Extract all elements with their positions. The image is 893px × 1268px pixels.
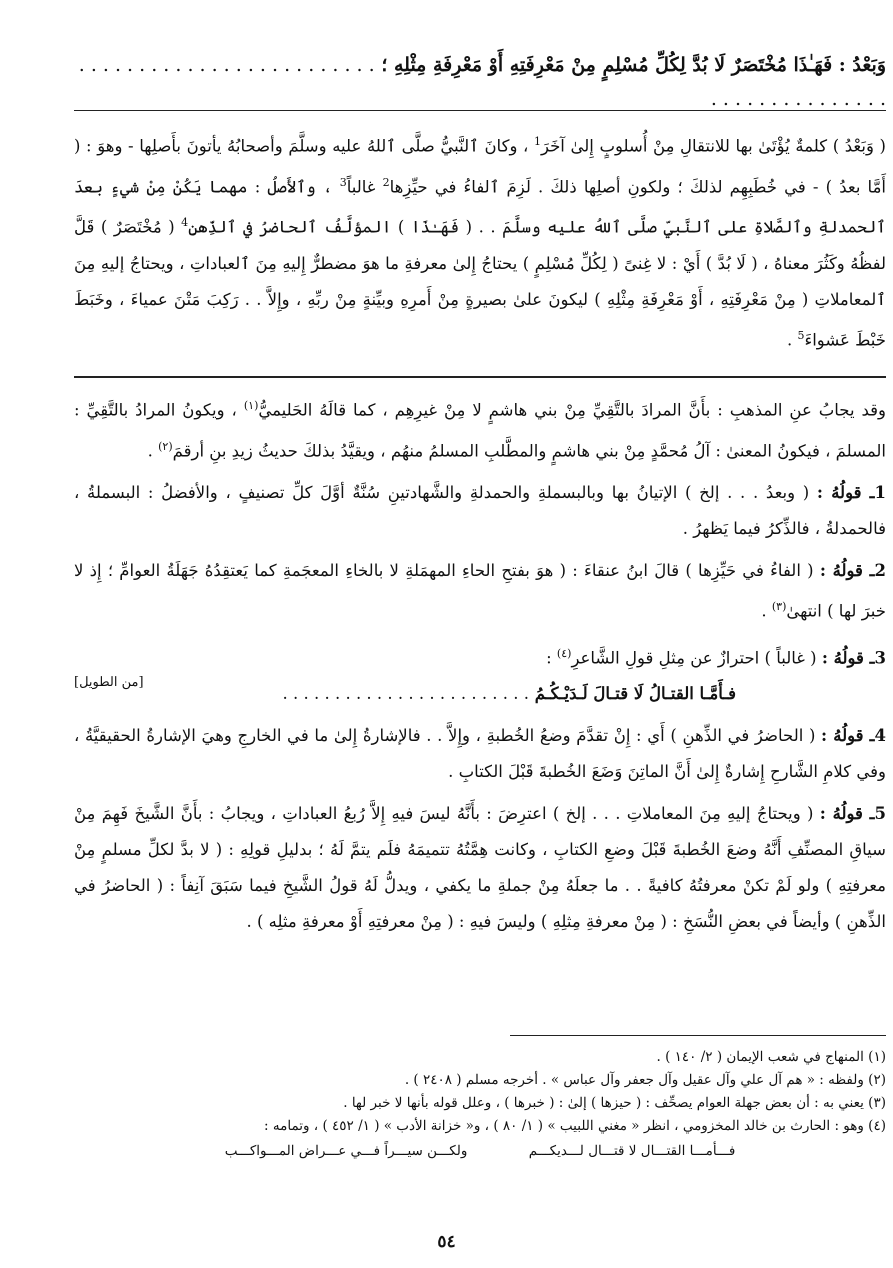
footnote-1: (١) المنهاج في شعب الإيمان ( ٢/ ١٤٠ ) . — [656, 1049, 886, 1065]
footnote-ref: (٣) — [771, 600, 787, 613]
hashiya-notes — [74, 388, 886, 946]
footnote-ref: (١) — [243, 399, 259, 412]
note-number: 4 — [874, 726, 886, 745]
verse-text: فـأَمَّـا القتـالُ لَا قتـالَ لَـدَيْـكُـمُ — [534, 684, 736, 703]
note-number: 5 — [874, 804, 886, 823]
sharh-text: ، وٱلأَصلُ : مهما يَكُنْ مِنْ شيءٍ بعدَ ٱلحمدلةِ وٱلصَّلاةِ على ٱلنَّبيِّ صلَّى ٱللهُ عليه وسلَّمَ . . ( فَهَـٰذَا ) المؤلَّفُ ٱلحاضرُ في ٱلذِّهنِ — [74, 177, 887, 237]
sharh-text: ( وَبَعْدُ ) كلمةٌ يُؤْتَىٰ بها للانتقالِ مِنْ أُسلوبٍ إِلىٰ آخَرَ — [540, 136, 886, 156]
hashiya-note-5 — [74, 796, 886, 940]
sharh-paragraph — [74, 124, 886, 358]
note-number: 2 — [874, 561, 886, 580]
footnote-ref: 3 — [339, 175, 347, 189]
verse-first-half: فـــأمـــا القتـــال لا قتـــال لـــديكـــم — [528, 1143, 736, 1159]
matn-text: وَبَعْدُ : فَهَـٰذَا مُخْتَصَرٌ لَا بُدَّ لِكُلِّ مُسْلِمٍ مِنْ مَعْرِفَتِهِ أَوْ مَعْرِفَةِ مِثْلِهِ ؛ — [381, 54, 886, 76]
hashiya-text: وقد يجابُ عنِ المذهبِ : بأَنَّ المرادَ بالتَّقِيِّ مِنْ بني هاشمٍ لا مِنْ غيرِهِم ، كما قالَهُ الحَليميُّ — [258, 400, 887, 420]
sharh-text: . — [786, 330, 793, 349]
footnotes — [74, 1046, 886, 1163]
divider-middle — [74, 376, 886, 378]
sharh-text: ( مُخْتَصَرٌ ) قَلَّ لفظُهُ وكَثُرَ معناهُ ، ( لَا بُدَّ ) أَيْ : لا غِنىً ( لِكُلِّ مُسْلِمٍ ) يحتاجُ إِلىٰ معرفةِ ما هوَ مضطرٌّ إِليهِ مِنَ ٱلعباداتِ ، ويحتاجُ إليهِ مِنَ ٱلمعاملاتِ ( مِنْ مَعْرِفَتِهِ ، أَوْ مَعْرِفَةِ مِثْلِهِ ) ليكونَ علىٰ بصيرةٍ مِنْ أَمرِهِ وبيِّنةٍ مِنْ ربِّهِ ، وإِلاَّ . . رَكِبَ مَتْنَ عمياءَ ، وخَبَطَ خَبْطَ عَشواءَ — [74, 217, 886, 349]
note-text: ( غالباً ) احترازٌ عن مِثلِ قولِ الشَّاعرِ — [571, 648, 817, 667]
note-number: 3 — [874, 648, 886, 667]
divider-top — [74, 110, 886, 111]
sharh-commentary — [74, 124, 886, 358]
footnote-verse — [74, 1138, 886, 1163]
hashiya-note-3 — [74, 636, 886, 713]
verse-second-half: ولكـــن سيـــراً فـــي عـــراض المـــواكـــب — [224, 1143, 468, 1159]
note-text: ( ويحتاجُ إليهِ مِنَ المعاملاتِ . . . إلخ ) اعترِضَ : بأَنَّهُ ليسَ فيهِ إِلاَّ رُبعُ العباداتِ ، ويجابُ : بأَنَّ الشَّيخَ فَهِمَ مِنْ سياقِ المصنِّفِ أَنَّهُ وضعَ الخُطبةَ قَبْلَ وضعِ الكتابِ ، وكانت هِمَّتُهُ تتميمَهُ فلَم يتمَّ لَهُ ؛ بدليلِ قولِهِ : ( لا بدَّ لكلِّ مسلمٍ مِنْ معرفتِهِ ) ولو لَمْ تكنْ معرفتُهُ كافيةً . . ما جعلَهُ مِنْ جملةِ ما يكفي ، ويدلُّ لَهُ قولُ الشَّيخِ فيما سَبَقَ آنِفاً : ( الحاضرُ في الذِّهنِ ) وأيضاً في بعضِ النُّسَخِ : ( مِنْ معرفةِ مِثلِهِ ) وليسَ فيهِ : ( مِنْ معرفتِهِ أَوْ معرفةِ مثلِه ) . — [74, 804, 886, 931]
page-number: ٥٤ — [437, 1232, 456, 1252]
footnote-ref: 4 — [181, 216, 189, 229]
footnote-ref: (٢) — [158, 439, 173, 453]
footnote-4: (٤) وهو : الحارث بن خالد المخزومي ، انظر « مغني اللبيب » ( ١/ ٨٠ ) ، و« خزانة الأدب » ( ١/ ٤٥٢ ) ، وتمامه : — [264, 1118, 886, 1134]
note-lead: ـ قولُهُ : — [819, 804, 875, 823]
footnote-ref: (٤) — [556, 646, 572, 660]
footnote-ref: 2 — [382, 175, 390, 189]
hashiya-note-4 — [74, 718, 886, 790]
note-lead: ـ قولُهُ : — [816, 483, 875, 502]
note-text: ( وبعدُ . . . إلخ ) الإتيانُ بها وبالبسملةِ والحمدلةِ والشَّهادتينِ سُنَّةٌ أوَّلَ كلِّ تصنيفٍ ، والأفضلُ : البسملةُ ، فالحمدلةُ ، فالذِّكرُ فيما يَظهرُ . — [74, 483, 886, 538]
hashiya-intro — [74, 388, 886, 469]
hashiya-note-2 — [74, 553, 886, 630]
note-text: ( الفاءُ في حَيِّزِها ) قالَ ابنُ عنقاءَ : ( هوَ بفتحِ الحاءِ المهمَلةِ لا بالخاءِ المعجَمةِ كما يَعتقِدُهُ جَهَلَةُ العوامِّ ؛ إِذ لا خبرَ لها ) انتهىٰ — [74, 561, 886, 621]
note-number: 1 — [874, 483, 887, 502]
note-text: . — [761, 601, 767, 621]
note-text: : — [546, 648, 552, 667]
note-lead: ـ قولُهُ : — [819, 561, 875, 580]
footnote-3: (٣) يعني به : أن بعض جهلة العوام يصحِّف : ( حيزها ) إلىٰ : ( خبرها ) ، وعلل قوله بأنها لا خبر لها . — [343, 1095, 886, 1111]
note-text: ( الحاضرُ في الذِّهنِ ) أَي : إِنْ تقدَّمَ وضعُ الخُطبةِ ، وإِلاَّ . . فالإشارةُ إِلىٰ ما في الخارجِ وهيَ الإشارةُ الحقيقيَّةُ ، وفي كلامِ الشَّارحِ إِشارةٌ إِلىٰ أَنَّ الماتِنَ وَضَعَ الخُطبةَ قَبْلَ الكتابِ . — [74, 726, 886, 781]
matn-line — [74, 48, 886, 116]
sharh-text: غالباً — [346, 177, 376, 196]
verse-hemistich — [74, 676, 736, 712]
hashiya-note-1 — [74, 475, 886, 547]
hashiya-text: . — [147, 441, 153, 460]
footnote-ref: 5 — [797, 328, 805, 342]
footnote-2: (٢) ولفظه : « هم آل علي وآل عقيل وآل جعفر وآل عباس » . أخرجه مسلم ( ٢٤٠٨ ) . — [404, 1072, 886, 1088]
verse-dots: . . . . . . . . . . . . . . . . . . . . . . . . — [282, 684, 530, 703]
meter-label: [من الطويل] — [74, 675, 144, 690]
sharh-text: ، وكانَ ٱلنَّبيُّ صلَّى ٱللهُ عليه وسلَّمَ وأصحابُهُ يأتونَ بأَصلِها - وهوَ : ( أَمَّا بعدُ ) - في خُطَبِهِم لذلكَ ؛ ولكونِ أصلِها ذلكَ . لَزِمَ ٱلفاءُ في حيِّزِها — [74, 136, 887, 196]
note-lead: ـ قولُهُ : — [821, 648, 875, 667]
note-lead: ـ قولُهُ : — [821, 726, 875, 745]
footnote-ref: 1 — [533, 135, 541, 148]
divider-footnotes — [510, 1035, 886, 1036]
matn-dots: . . . . . . . . . . . . . . . . . . . . . . . . . . . . . . . . . . . . . . . . — [78, 54, 886, 110]
hashiya-text: ، ويكونُ المرادُ بالتَّقِيِّ : المسلمَ ، فيكونُ المعنىٰ : آلُ مُحمَّدٍ مِنْ بني هاشمٍ والمطَّلبِ المسلمُ منهُم ، ويقيَّدُ بذلكَ حديثُ زيدِ بنِ أرقمَ — [74, 400, 886, 460]
